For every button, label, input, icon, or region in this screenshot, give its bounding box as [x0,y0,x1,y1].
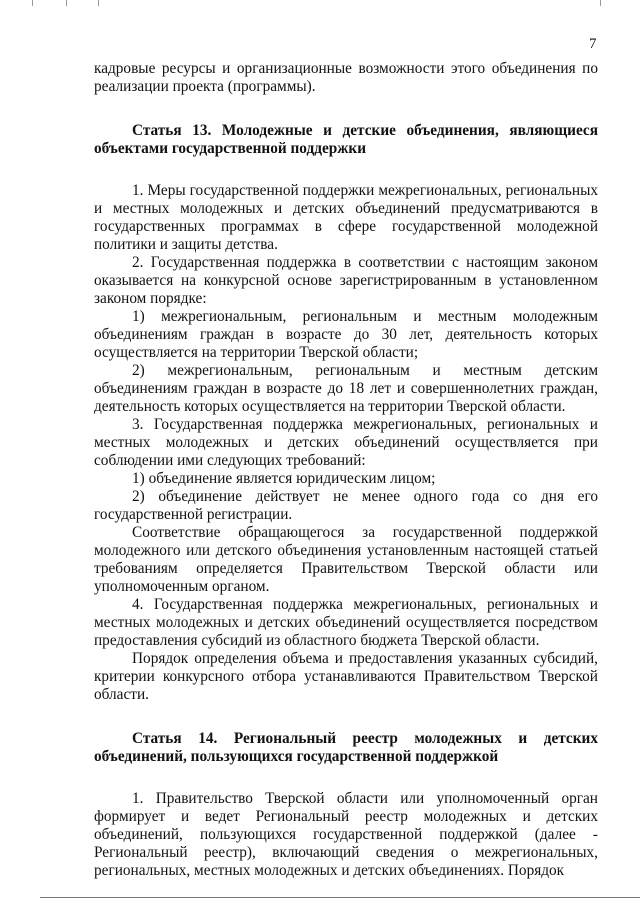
article-13-heading: Статья 13. Молодежные и детские объединения, являющиеся объектами государственной поддержки [94,122,598,157]
article-13-body [94,182,598,704]
scan-bottom-edge [40,897,640,898]
paragraph: Порядок определения объема и предоставления указанных субсидий, критерии конкурсного отбора устанавливаются Правительством Тверской области. [94,650,598,703]
paragraph: Соответствие обращающегося за государственной поддержкой молодежного или детского объединения установленным настоящей статьей требованиям определяется Правительством Тверской области или уполномоченным органом. [94,524,598,595]
list-item: 2) межрегиональным, региональным и местным детским объединениям граждан в возрасте до 18 лет и совершеннолетних граждан, деятельность которых осуществляется на территории Тверской области. [94,362,598,415]
paragraph: 1. Правительство Тверской области или уполномоченный орган формирует и ведет Региональный реестр молодежных и детских объединений, пользующихся государственной поддержкой (далее - Региональный реестр), включающий сведения о межрегиональных, региональных, местных молодежных и детских объединениях. Порядок [94,790,598,879]
paragraph: 4. Государственная поддержка межрегиональных, региональных и местных молодежных и детских объединений осуществляется посредством предоставления субсидий из областного бюджета Тверской области. [94,596,598,649]
paragraph-continued: кадровые ресурсы и организационные возможности этого объединения по реализации проекта (программы). [94,60,598,95]
list-item: 1) межрегиональным, региональным и местным молодежным объединениям граждан в возрасте до 30 лет, деятельность которых осуществляется на территории Тверской области; [94,308,598,361]
paragraph: 2. Государственная поддержка в соответствии с настоящим законом оказывается на конкурсной основе зарегистрированным в установленном законом порядке: [94,254,598,307]
page-number: 7 [589,36,597,52]
document-body [94,60,598,880]
article-14-heading: Статья 14. Региональный реестр молодежных и детских объединений, пользующихся государственной поддержкой [94,730,598,765]
paragraph: 1. Меры государственной поддержки межрегиональных, региональных и местных молодежных и детских объединений предусматриваются в государственных программах в сфере государственной молодежной политики и защиты детства. [94,182,598,253]
list-item: 1) объединение является юридическим лицом; [132,470,436,487]
scan-top-marks [0,0,640,10]
paragraph: 3. Государственная поддержка межрегиональных, региональных и местных молодежных и детских объединений осуществляется при соблюдении ими следующих требований: [94,416,598,469]
list-item: 2) объединение действует не менее одного года со дня его государственной регистрации. [94,488,598,523]
article-14-body [94,790,598,880]
